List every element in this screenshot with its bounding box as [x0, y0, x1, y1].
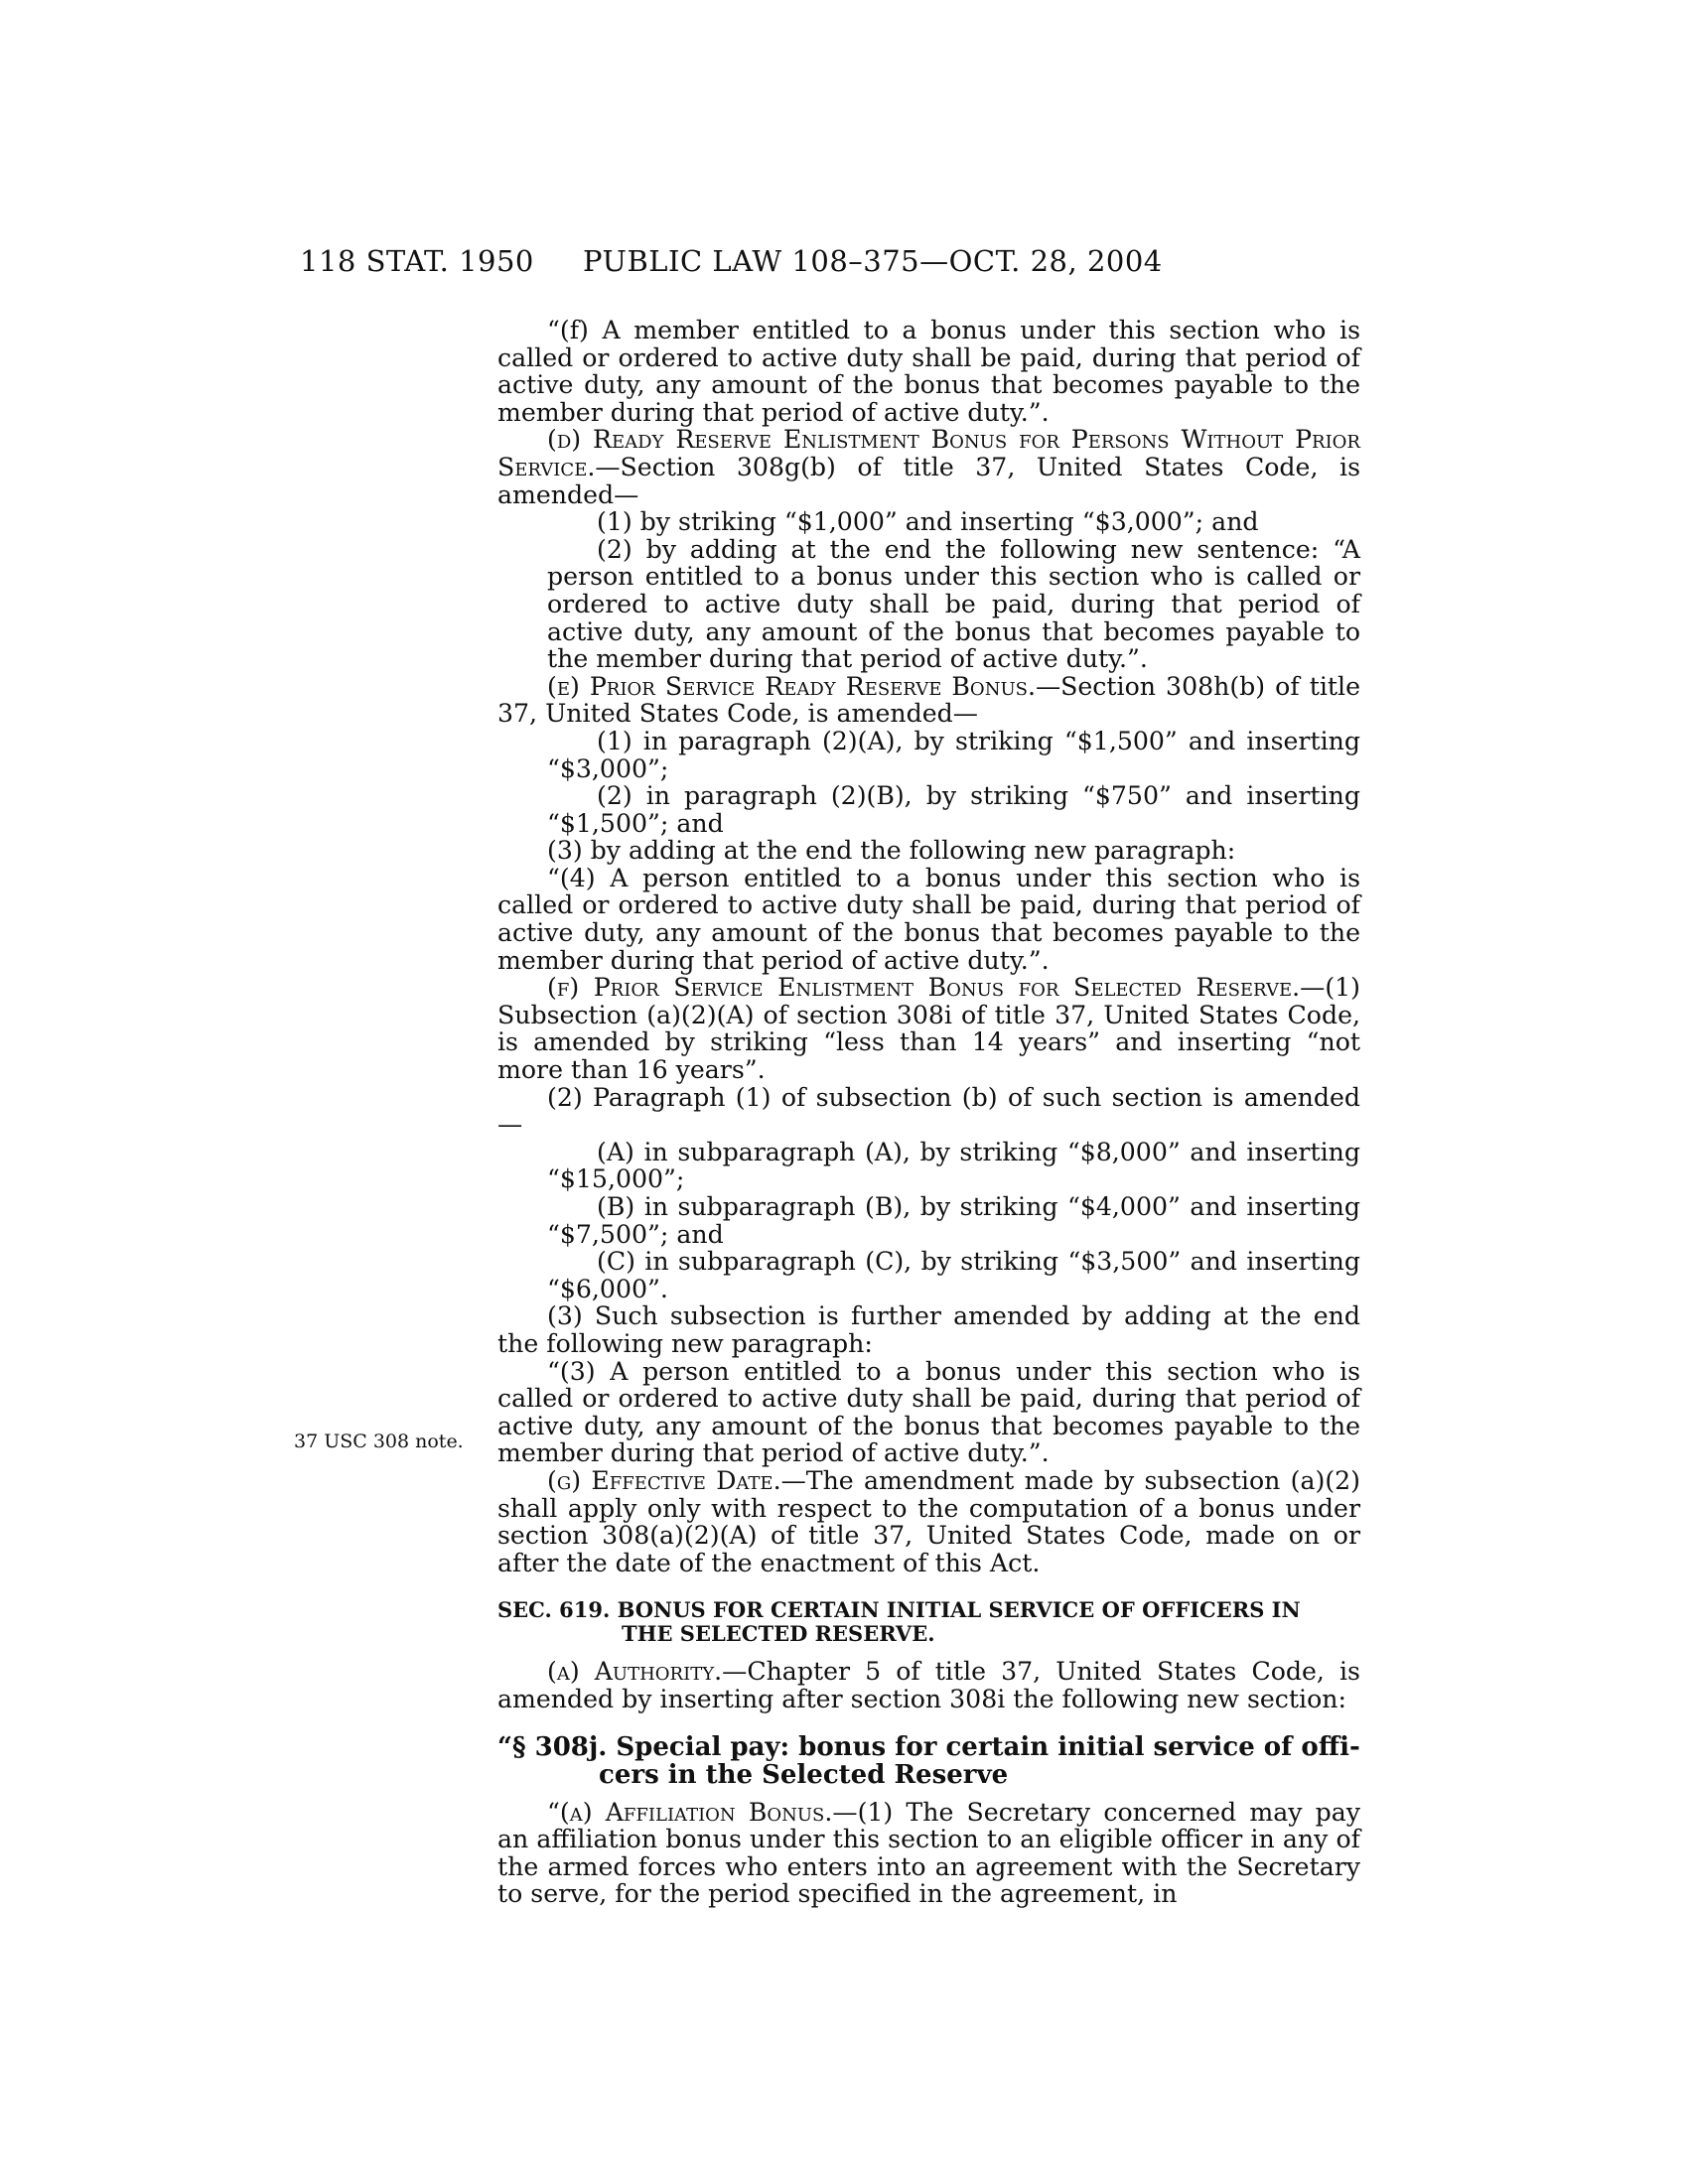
- document-body: [497, 317, 1360, 1908]
- paragraph-f3: (3) Such subsection is further amended by adding at the end the following new paragraph:: [497, 1301, 1360, 1358]
- paragraph-f2b: (B) in subparagraph (B), by striking “$4,000” and inserting “$7,500”; and: [547, 1192, 1360, 1249]
- paragraph-d1: (1) by striking “$1,000” and inserting “$3,000”; and: [597, 507, 1259, 537]
- paragraph-f-quote: “(f) A member entitled to a bonus under this section who is called or ordered to active duty shall be paid, during that period of active duty, any amount of the bonus that becomes payable to the member during that period of active duty.”.: [497, 316, 1360, 427]
- section-619-heading-line1: SEC. 619. BONUS FOR CERTAIN INITIAL SERVICE OF OFFICERS IN: [497, 1597, 1301, 1623]
- law-title: PUBLIC LAW 108–375—OCT. 28, 2004: [583, 244, 1163, 278]
- text-f: —(1) Subsection (a)(2)(A) of section 308i of title 37, United States Code, is amended by striking “less than 14 years” and inserting “not more than 16 years”.: [497, 973, 1360, 1085]
- paragraph-e3-quote: “(4) A person entitled to a bonus under this section who is called or ordered to active duty shall be paid, during that period of active duty, any amount of the bonus that becomes payable to the member during that period of active duty.”.: [497, 863, 1360, 975]
- text-affiliation-bonus: —(1) The Secretary concerned may pay an affiliation bonus under this section to an eligible officer in any of the armed forces who enters into an agreement with the Secretary to serve, for the period specified in the agreement, in: [497, 1797, 1360, 1909]
- statute-reference: 118 STAT. 1950: [300, 244, 534, 278]
- paragraph-e: [497, 673, 1360, 728]
- paragraph-f: [497, 974, 1360, 1083]
- section-308j-heading-line2: cers in the Selected Reserve: [599, 1759, 1009, 1790]
- page-header: [0, 244, 1688, 284]
- paragraph-e1: (1) in paragraph (2)(A), by striking “$1,500” and inserting “$3,000”;: [547, 726, 1360, 783]
- paragraph-d2: (2) by adding at the end the following new sentence: “A person entitled to a bonus under this section who is called or ordered to active duty shall be paid, during that period of active duty, any amount of the bonus that becomes payable to the member during that period of active duty.”.: [547, 534, 1360, 674]
- heading-619-a: (a) Authority.: [547, 1657, 723, 1687]
- paragraph-f2a: (A) in subparagraph (A), by striking “$8,000” and inserting “$15,000”;: [547, 1137, 1360, 1194]
- section-619-heading: [497, 1598, 1360, 1646]
- section-308j-heading-line1: “§ 308j. Special pay: bonus for certain initial service of offi-: [497, 1731, 1360, 1762]
- heading-e: (e) Prior Service Ready Reserve Bonus.: [547, 671, 1036, 701]
- paragraph-e2: (2) in paragraph (2)(B), by striking “$750” and inserting “$1,500”; and: [547, 781, 1360, 838]
- paragraph-e3: (3) by adding at the end the following new paragraph:: [547, 836, 1236, 866]
- heading-d: (d) Ready Reserve Enlistment Bonus for Persons Without Prior Service.: [497, 425, 1360, 481]
- section-619-heading-line2: THE SELECTED RESERVE.: [622, 1621, 935, 1647]
- heading-affiliation-bonus: “(a) Affiliation Bonus.: [547, 1797, 833, 1827]
- section-308j-heading: [497, 1733, 1360, 1789]
- heading-g: (g) Effective Date.: [547, 1465, 781, 1495]
- text-d: —Section 308g(b) of title 37, United States Code, is amended—: [497, 452, 1360, 509]
- paragraph-f3-quote: “(3) A person entitled to a bonus under this section who is called or ordered to active duty shall be paid, during that period of active duty, any amount of the bonus that becomes payable to the member during that period of active duty.”.: [497, 1356, 1360, 1468]
- paragraph-619-a: [497, 1658, 1360, 1712]
- heading-f: (f) Prior Service Enlistment Bonus for Selected Reserve.: [547, 973, 1301, 1003]
- margin-note: 37 USC 308 note.: [294, 1431, 464, 1452]
- text-619-a: —Chapter 5 of title 37, United States Code, is amended by inserting after section 308i the following new section:: [497, 1657, 1360, 1713]
- paragraph-affiliation-bonus: [497, 1799, 1360, 1908]
- text-e: —Section 308h(b) of title 37, United States Code, is amended—: [497, 671, 1360, 729]
- paragraph-f2: (2) Paragraph (1) of subsection (b) of such section is amended—: [497, 1082, 1360, 1140]
- text-g: —The amendment made by subsection (a)(2) shall apply only with respect to the computation of a bonus under section 308(a)(2)(A) of title 37, United States Code, made on or after the date of the enactment of this Act.: [497, 1465, 1360, 1577]
- paragraph-f2c: (C) in subparagraph (C), by striking “$3,500” and inserting “$6,000”.: [547, 1247, 1360, 1303]
- paragraph-g: [497, 1467, 1360, 1576]
- paragraph-d: [497, 426, 1360, 508]
